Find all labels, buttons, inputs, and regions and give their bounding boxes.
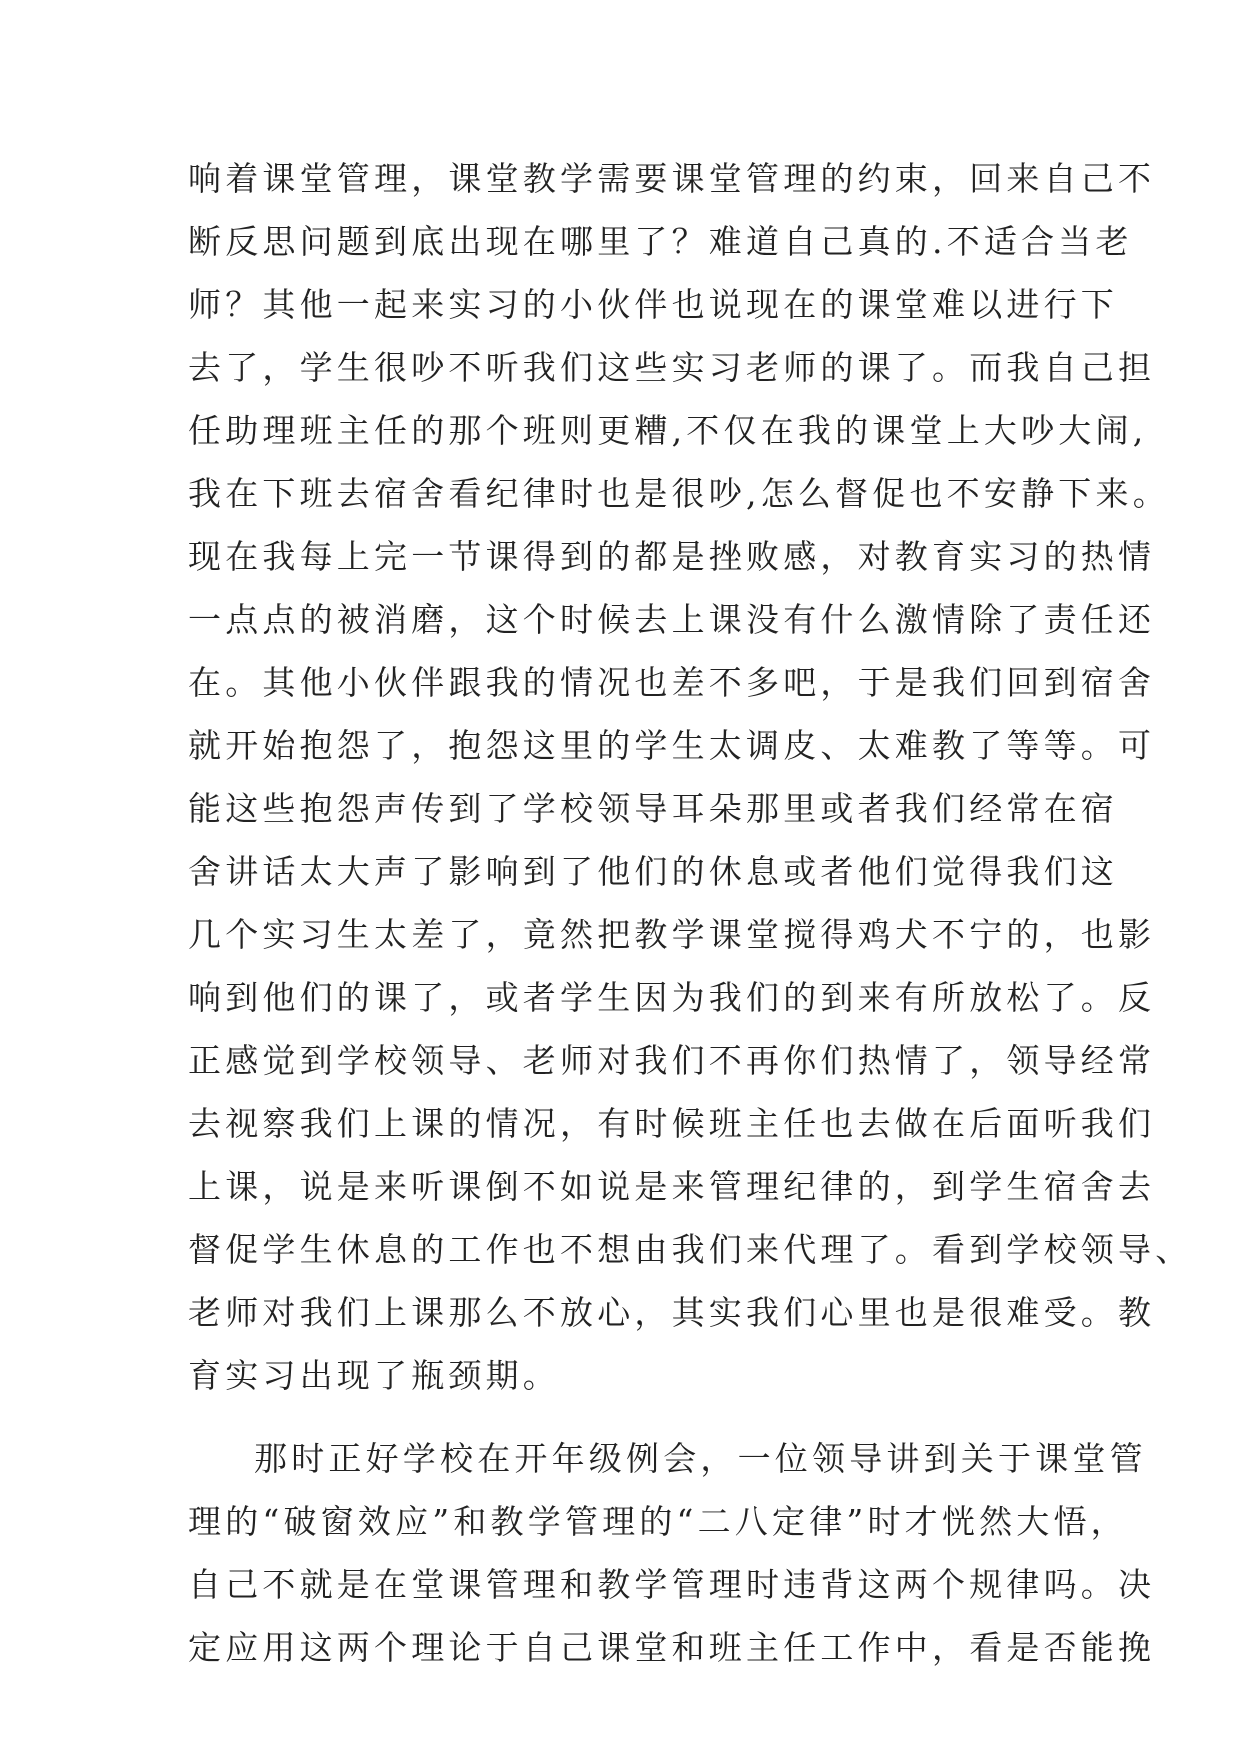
text-line: 几个实习生太差了，竟然把教学课堂搅得鸡犬不宁的，也影 [188,915,1156,954]
text-line: 那时正好学校在开年级例会，一位领导讲到关于课堂管 [254,1439,1147,1478]
text-line: 响着课堂管理，课堂教学需要课堂管理的约束，回来自己不 [188,159,1156,198]
text-line: 督促学生休息的工作也不想由我们来代理了。看到学校领导、 [188,1230,1193,1269]
text-line: 在。其他小伙伴跟我的情况也差不多吧，于是我们回到宿舍 [188,663,1156,702]
paragraph-1 [188,147,1193,1407]
text-line: 师？其他一起来实习的小伙伴也说现在的课堂难以进行下 [188,285,1118,324]
text-line: 自己不就是在堂课管理和教学管理时违背这两个规律吗。决 [188,1565,1156,1604]
text-line: 老师对我们上课那么不放心，其实我们心里也是很难受。教 [188,1293,1156,1332]
text-line: 响到他们的课了，或者学生因为我们的到来有所放松了。反 [188,978,1156,1017]
text-line: 上课，说是来听课倒不如说是来管理纪律的，到学生宿舍去 [188,1167,1156,1206]
text-line: 舍讲话太大声了影响到了他们的休息或者他们觉得我们这 [188,852,1118,891]
text-line: 断反思问题到底出现在哪里了？难道自己真的.不适合当老 [188,222,1133,261]
document-page [188,147,1193,1679]
text-line: 能这些抱怨声传到了学校领导耳朵那里或者我们经常在宿 [188,789,1118,828]
text-line: 就开始抱怨了，抱怨这里的学生太调皮、太难教了等等。可 [188,726,1156,765]
text-line: 一点点的被消磨，这个时候去上课没有什么激情除了责任还 [188,600,1156,639]
text-line: 我在下班去宿舍看纪律时也是很吵,怎么督促也不安静下来。 [188,474,1170,513]
text-line: 现在我每上完一节课得到的都是挫败感，对教育实习的热情 [188,537,1156,576]
text-line: 去视察我们上课的情况，有时候班主任也去做在后面听我们 [188,1104,1156,1143]
text-line: 任助理班主任的那个班则更糟,不仅在我的课堂上大吵大闹, [188,411,1148,450]
text-line: 育实习出现了瓶颈期。 [188,1356,560,1395]
paragraph-2 [188,1427,1156,1679]
text-line: 去了，学生很吵不听我们这些实习老师的课了。而我自己担 [188,348,1156,387]
text-line: 正感觉到学校领导、老师对我们不再你们热情了，领导经常 [188,1041,1156,1080]
paragraph-spacer [188,1407,1054,1427]
text-line: 理的“破窗效应”和教学管理的“二八定律”时才恍然大悟， [188,1502,1128,1541]
text-line: 定应用这两个理论于自己课堂和班主任工作中，看是否能挽 [188,1628,1156,1667]
